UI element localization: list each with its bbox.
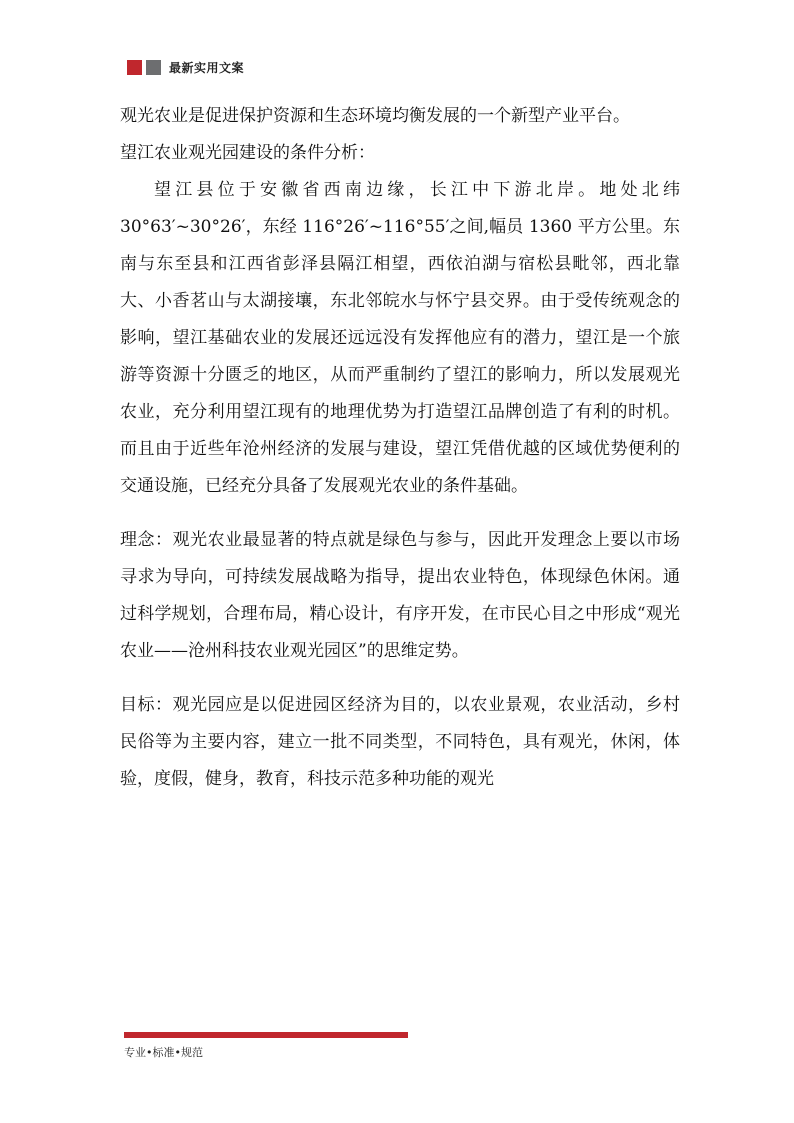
red-square-logo-mark bbox=[127, 60, 142, 75]
intro-paragraph: 观光农业是促进保护资源和生态环境均衡发展的一个新型产业平台。 bbox=[120, 106, 630, 126]
footer-text: 专业•标准•规范 bbox=[124, 1046, 203, 1059]
gray-square-logo-mark bbox=[146, 60, 161, 75]
goal-paragraph: 目标：观光园应是以促进园区经济为目的，以农业景观，农业活动，乡村民俗等为主要内容，建立一批不同类型，不同特色，具有观光，休闲，体验，度假，健身，教育，科技示范多种功能的观光 bbox=[120, 695, 680, 789]
concept-paragraph: 理念：观光农业最显著的特点就是绿色与参与，因此开发理念上要以市场寻求为导向，可持续发展战略为指导，提出农业特色，体现绿色休闲。通过科学规划，合理布局，精心设计，有序开发，在市民心目之中形成“观光农业——沧州科技农业观光园区”的思维定势。 bbox=[120, 530, 680, 661]
footer-rule bbox=[124, 1032, 408, 1038]
paragraph-spacer bbox=[120, 505, 680, 522]
page-header bbox=[127, 59, 244, 75]
section-heading: 望江农业观光园建设的条件分析： bbox=[120, 143, 375, 163]
paragraph-spacer bbox=[120, 670, 680, 687]
document-body bbox=[120, 98, 680, 798]
analysis-paragraph: 望江县位于安徽省西南边缘，长江中下游北岸。地处北纬30°63′~30°26′，东经 116°26′~116°55′之间,幅员 1360 平方公里。东南与东至县和江西省彭泽县隔江相望，西依泊湖与宿松县毗邻，西北靠大、小香茗山与太湖接壤，东北邻皖水与怀宁县交界。由于受传统观念的影响，望江基础农业的发展还远远没有发挥他应有的潜力，望江是一个旅游等资源十分匮乏的地区，从而严重制约了望江的影响力，所以发展观光农业，充分利用望江现有的地理优势为打造望江品牌创造了有利的时机。而且由于近些年沧州经济的发展与建设，望江凭借优越的区域优势便利的交通设施，已经充分具备了发展观光农业的条件基础。 bbox=[120, 180, 680, 496]
header-title: 最新实用文案 bbox=[169, 60, 245, 75]
